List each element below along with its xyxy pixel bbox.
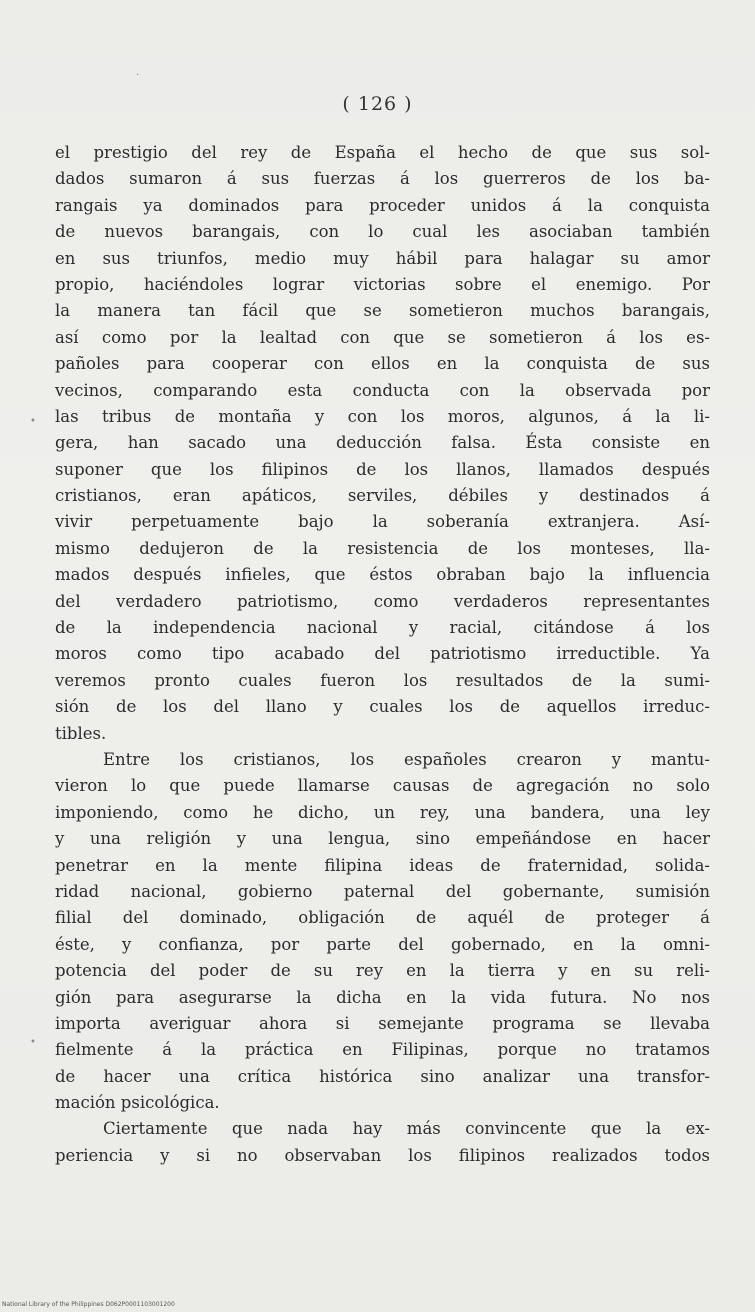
margin-mark-left-2: • (30, 1037, 36, 1048)
text-line: de la independencia nacional y racial, citándose á los (55, 618, 710, 638)
text-line: mismo dedujeron de la resistencia de los monteses, lla- (55, 538, 710, 558)
text-line: potencia del poder de su rey en la tierra y en su reli- (55, 961, 710, 981)
text-line: fielmente á la práctica en Filipinas, porque no tratamos (55, 1040, 710, 1060)
text-line: gión para asegurarse la dicha en la vida futura. No nos (55, 987, 710, 1007)
text-line: Entre los cristianos, los españoles crearon y mantu- (103, 749, 710, 769)
text-line: periencia y si no observaban los filipinos realizados todos (55, 1145, 710, 1165)
text-line: éste, y confianza, por parte del gobernado, en la omni- (55, 934, 710, 954)
text-line: suponer que los filipinos de los llanos, llamados después (55, 459, 710, 479)
text-line: moros como tipo acabado del patriotismo irreductible. Ya (55, 644, 710, 664)
text-line: ridad nacional, gobierno paternal del gobernante, sumisión (55, 881, 710, 901)
text-line: sión de los del llano y cuales los de aquellos irreduc- (55, 697, 710, 717)
text-line: las tribus de montaña y con los moros, algunos, á la li- (55, 406, 710, 426)
text-line: rangais ya dominados para proceder unidos á la conquista (55, 195, 710, 215)
text-line: el prestigio del rey de España el hecho de que sus sol- (55, 143, 710, 162)
text-line: y una religión y una lengua, sino empeñándose en hacer (55, 829, 710, 849)
text-line: filial del dominado, obligación de aquél de proteger á (55, 908, 710, 928)
text-line: gera, han sacado una deducción falsa. Ésta consiste en (55, 433, 710, 453)
text-line: dados sumaron á sus fuerzas á los guerreros de los ba- (55, 169, 710, 189)
archive-footer: National Library of the Philippines D062P0001103001200 (2, 1301, 175, 1308)
text-line: mación psicológica. (55, 1093, 220, 1113)
page-number: ( 126 ) (342, 93, 413, 115)
text-line: propio, haciéndoles lograr victorias sobre el enemigo. Por (55, 274, 710, 294)
text-line: de nuevos barangais, con lo cual les asociaban también (55, 222, 710, 242)
margin-mark-top: · (136, 70, 140, 81)
text-line: Ciertamente que nada hay más convincente que la ex- (103, 1119, 710, 1139)
text-line: vivir perpetuamente bajo la soberanía extranjera. Así- (55, 512, 710, 532)
text-line: imponiendo, como he dicho, un rey, una bandera, una ley (55, 802, 710, 822)
text-line: penetrar en la mente filipina ideas de fraternidad, solida- (55, 855, 710, 875)
text-line: tibles. (55, 723, 107, 743)
text-line: del verdadero patriotismo, como verdaderos representantes (55, 591, 710, 611)
margin-mark-left-1: • (30, 416, 36, 427)
text-line: veremos pronto cuales fueron los resultados de la sumi- (55, 670, 710, 690)
text-line: en sus triunfos, medio muy hábil para halagar su amor (55, 248, 710, 268)
text-line: mados después infieles, que éstos obraban bajo la influencia (55, 565, 710, 585)
text-line: así como por la lealtad con que se sometieron á los es- (55, 327, 710, 347)
body-text (55, 140, 710, 1169)
text-line: vecinos, comparando esta conducta con la observada por (55, 380, 710, 400)
text-line: cristianos, eran apáticos, serviles, débiles y destinados á (55, 486, 710, 506)
text-line: de hacer una crítica histórica sino analizar una transfor- (55, 1066, 710, 1086)
text-line: vieron lo que puede llamarse causas de agregación no solo (55, 776, 710, 796)
text-line: importa averiguar ahora si semejante programa se llevaba (55, 1013, 710, 1033)
text-line: la manera tan fácil que se sometieron muchos barangais, (55, 301, 710, 321)
text-line: pañoles para cooperar con ellos en la conquista de sus (55, 354, 710, 374)
